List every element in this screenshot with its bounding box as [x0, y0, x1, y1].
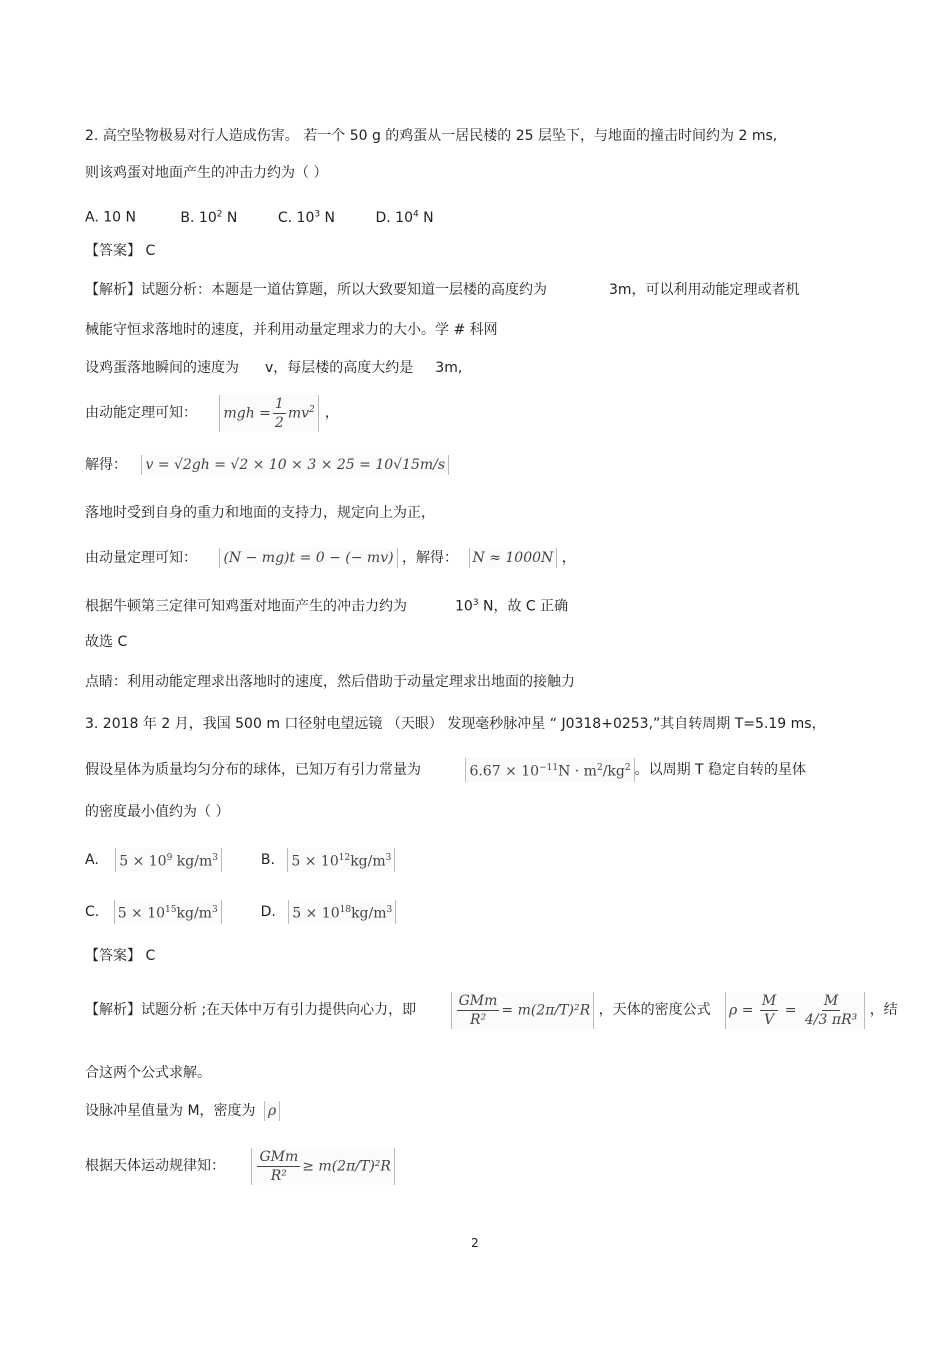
q2-choice: 故选 C: [85, 634, 128, 650]
q3-set-variables: 设脉冲星值量为 M，密度为 ρ: [85, 1101, 280, 1121]
q3-option-a: A. $5 \times 10^9$ $kg/m^3$: [85, 852, 226, 868]
gravity-centripetal-formula: $\frac{\text{GMm}}{\text{R²}}$ = m(2π/T)²R: [451, 992, 595, 1029]
q3-answer: 【答案】 C: [85, 948, 156, 964]
rho-symbol: ρ: [264, 1101, 280, 1121]
q3-option-b: B. $5 \times 10^{12}kg/m^3$: [261, 852, 396, 868]
q2-stem-line1: 2. 高空坠物极易对行人造成伤害。 若一个 50 g 的鸡蛋从一居民楼的 25 层坠下，与地面的撞击时间约为 2 ms,: [85, 128, 778, 144]
force-result-formula: N ≈ 1000N: [469, 548, 558, 568]
velocity-formula: v = √2gh = √2 × 10 × 3 × 25 = 10√15m/s: [141, 455, 449, 475]
q3-analysis-line1: 【解析】试题分析 ;在天体中万有引力提供向心力，即 $\frac{\text{GMm}}{\text{R²}}$ = m(2π/T)²R ，天体的密度公式 ρ = $\frac{M}{V}$ = $\frac{M}{\text{4/3 πR³}}$ ，结: [85, 992, 898, 1028]
q2-step-velocity: 设鸡蛋落地瞬间的速度为 v，每层楼的高度大约是 3m,: [85, 360, 463, 376]
q2-option-d: D. $10^4$ N: [375, 209, 434, 226]
q3-options-row1: [85, 848, 395, 872]
q3-stem-line1: 3. 2018 年 2 月，我国 500 m 口径射电望远镜 （天眼） 发现毫秒脉冲星 “ J0318+0253,”其自转周期 T=5.19 ms，: [85, 716, 826, 732]
q2-option-a: A. 10 N: [85, 209, 136, 226]
momentum-formula: (N − mg)t = 0 − (− mv): [219, 548, 397, 568]
q2-options: [85, 204, 434, 228]
q3-stem-line2: 假设星体为质量均匀分布的球体，已知万有引力常量为 $6.67 \times 10^{-11}N \cdot m^2/kg^2$ 。以周期 T 稳定自转的星体: [85, 758, 806, 782]
density-formula: ρ = $\frac{M}{V}$ = $\frac{M}{\text{4/3 πR³}}$: [725, 992, 865, 1029]
q2-analysis-line2: 械能守恒求落地时的速度，并利用动量定理求力的大小。学 # 科网: [85, 322, 498, 338]
q2-solve-row: 解得： v = √2gh = √2 × 10 × 3 × 25 = 10√15m/s: [85, 455, 449, 475]
kinetic-energy-formula: mgh = $\frac{1}{2}$ $mv^2$: [219, 395, 318, 432]
q2-tip: 点睛：利用动能定理求出落地时的速度，然后借助于动量定理求出地面的接触力: [85, 674, 575, 690]
q3-option-d: D. $5 \times 10^{18}kg/m^3$: [261, 904, 397, 920]
q3-motion-law-row: 根据天体运动规律知： $\frac{\text{GMm}}{\text{R²}}$ ≥ m(2π/T)²R: [85, 1140, 395, 1192]
q2-stem-line2: 则该鸡蛋对地面产生的冲击力约为（ ）: [85, 165, 328, 181]
q3-option-c: C. $5 \times 10^{15}kg/m^3$: [85, 904, 226, 920]
q2-answer: 【答案】 C: [85, 243, 156, 259]
q3-stem-line3: 的密度最小值约为（ ）: [85, 804, 230, 820]
motion-law-formula: $\frac{\text{GMm}}{\text{R²}}$ ≥ m(2π/T)²R: [251, 1148, 395, 1185]
gravitational-constant-formula: $6.67 \times 10^{-11}N \cdot m^2/kg^2$: [465, 758, 634, 782]
q2-analysis-line1: 【解析】试题分析：本题是一道估算题，所以大致要知道一层楼的高度约为 3m，可以利用动能定理或者机: [85, 282, 800, 298]
q2-momentum-row: 由动量定理可知： (N − mg)t = 0 − (− mv) ，解得： N ≈ 1000N ，: [85, 550, 576, 566]
q2-newton-third-law: 根据牛顿第三定律可知鸡蛋对地面产生的冲击力约为 $10^3$ N，故 C 正确: [85, 598, 569, 615]
page-number: 2: [471, 1236, 479, 1250]
q2-kinetic-energy-row: 由动能定理可知： mgh = $\frac{1}{2}$ $mv^2$ ，: [85, 395, 339, 431]
q2-forces: 落地时受到自身的重力和地面的支持力，规定向上为正，: [85, 505, 435, 521]
q2-option-b: B. $10^2$ N: [180, 209, 238, 226]
q2-option-c: C. $10^3$ N: [277, 209, 336, 226]
q3-options-row2: [85, 900, 396, 924]
q3-analysis-line2: 合这两个公式求解。: [85, 1065, 211, 1081]
